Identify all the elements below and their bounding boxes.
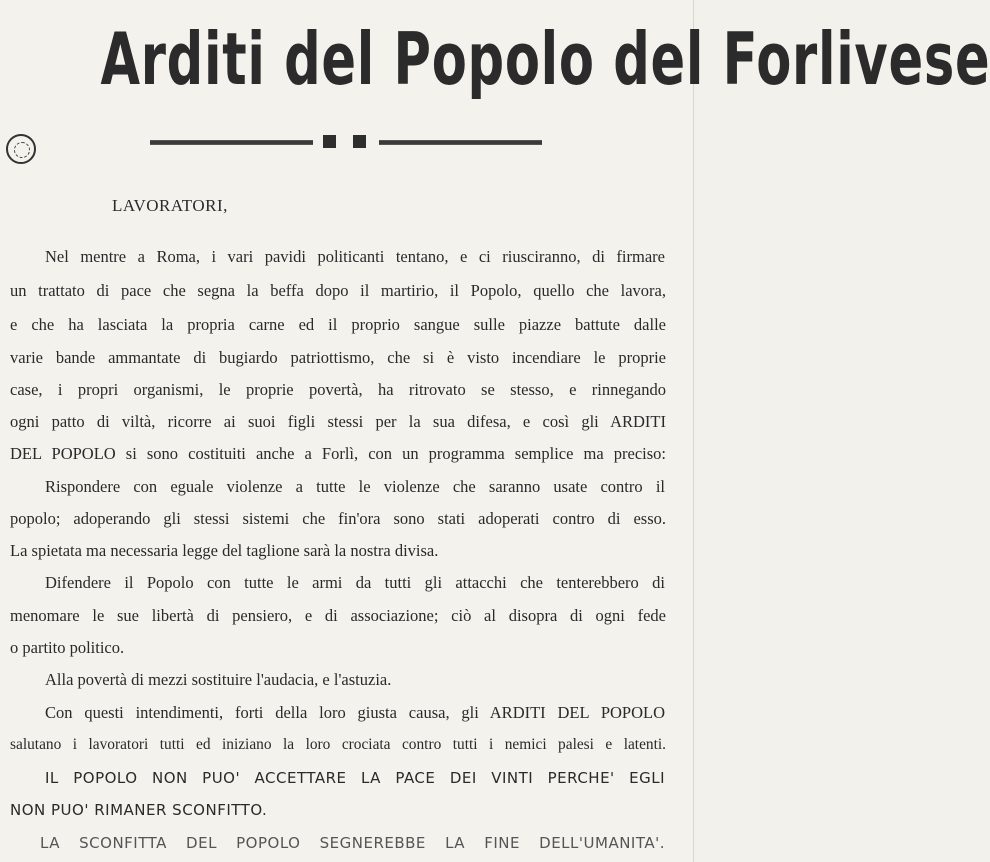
text-line: case, i propri organismi, le proprie povertà, ha ritrovato se stesso, e rinnegando [10, 380, 666, 399]
divider-square-right [353, 135, 366, 148]
text-line: Con questi intendimenti, forti della loro giusta causa, gli ARDITI DEL POPOLO [45, 703, 665, 722]
text-line: La spietata ma necessaria legge del taglione sarà la nostra divisa. [10, 541, 439, 560]
text-line: Rispondere con eguale violenze a tutte le violenze che saranno usate contro il [45, 477, 665, 496]
closing-line: LA SCONFITTA DEL POPOLO SEGNEREBBE LA FINE DELL'UMANITA'. [40, 834, 665, 852]
text-line: e che ha lasciata la propria carne ed il proprio sangue sulle piazze battute dalle [10, 315, 666, 334]
text-line: salutano i lavoratori tutti ed iniziano la loro crociata contro tutti i nemici palesi e latenti. [10, 736, 666, 753]
text-line: o partito politico. [10, 638, 125, 657]
text-line: Difendere il Popolo con tutte le armi da tutti gli attacchi che tenterebbero di [45, 573, 665, 592]
text-line: varie bande ammantate di bugiardo patriottismo, che si è visto incendiare le proprie [10, 348, 666, 367]
text-line: Nel mentre a Roma, i vari pavidi politicanti tentano, e ci riusciranno, di firmare [45, 247, 665, 266]
divider-square-left [323, 135, 336, 148]
text-line: popolo; adoperando gli stessi sistemi che fin'ora sono stati adoperati contro di esso. [10, 509, 666, 528]
archive-stamp-icon [6, 134, 36, 164]
divider-rule-left [150, 140, 313, 145]
text-line: ogni patto di viltà, ricorre ai suoi figli stessi per la sua difesa, e così gli ARDITI [10, 412, 666, 431]
text-line: Alla povertà di mezzi sostituire l'audacia, e l'astuzia. [45, 670, 392, 689]
text-line: un trattato di pace che segna la beffa dopo il martirio, il Popolo, quello che lavora, [10, 281, 666, 300]
ornamental-divider [150, 135, 542, 149]
closing-line: IL POPOLO NON PUO' ACCETTARE LA PACE DEI VINTI PERCHE' EGLI [45, 769, 665, 787]
text-line: menomare le sue libertà di pensiero, e di associazione; ciò al disopra di ogni fede [10, 606, 666, 625]
closing-line: NON PUO' RIMANER SCONFITTO. [10, 801, 268, 819]
divider-rule-right [379, 140, 542, 145]
text-line: DEL POPOLO si sono costituiti anche a Forlì, con un programma semplice ma preciso: [10, 444, 666, 463]
salutation: LAVORATORI, [112, 196, 228, 215]
document-title: Arditi del Popolo del Forlivese [100, 17, 990, 101]
